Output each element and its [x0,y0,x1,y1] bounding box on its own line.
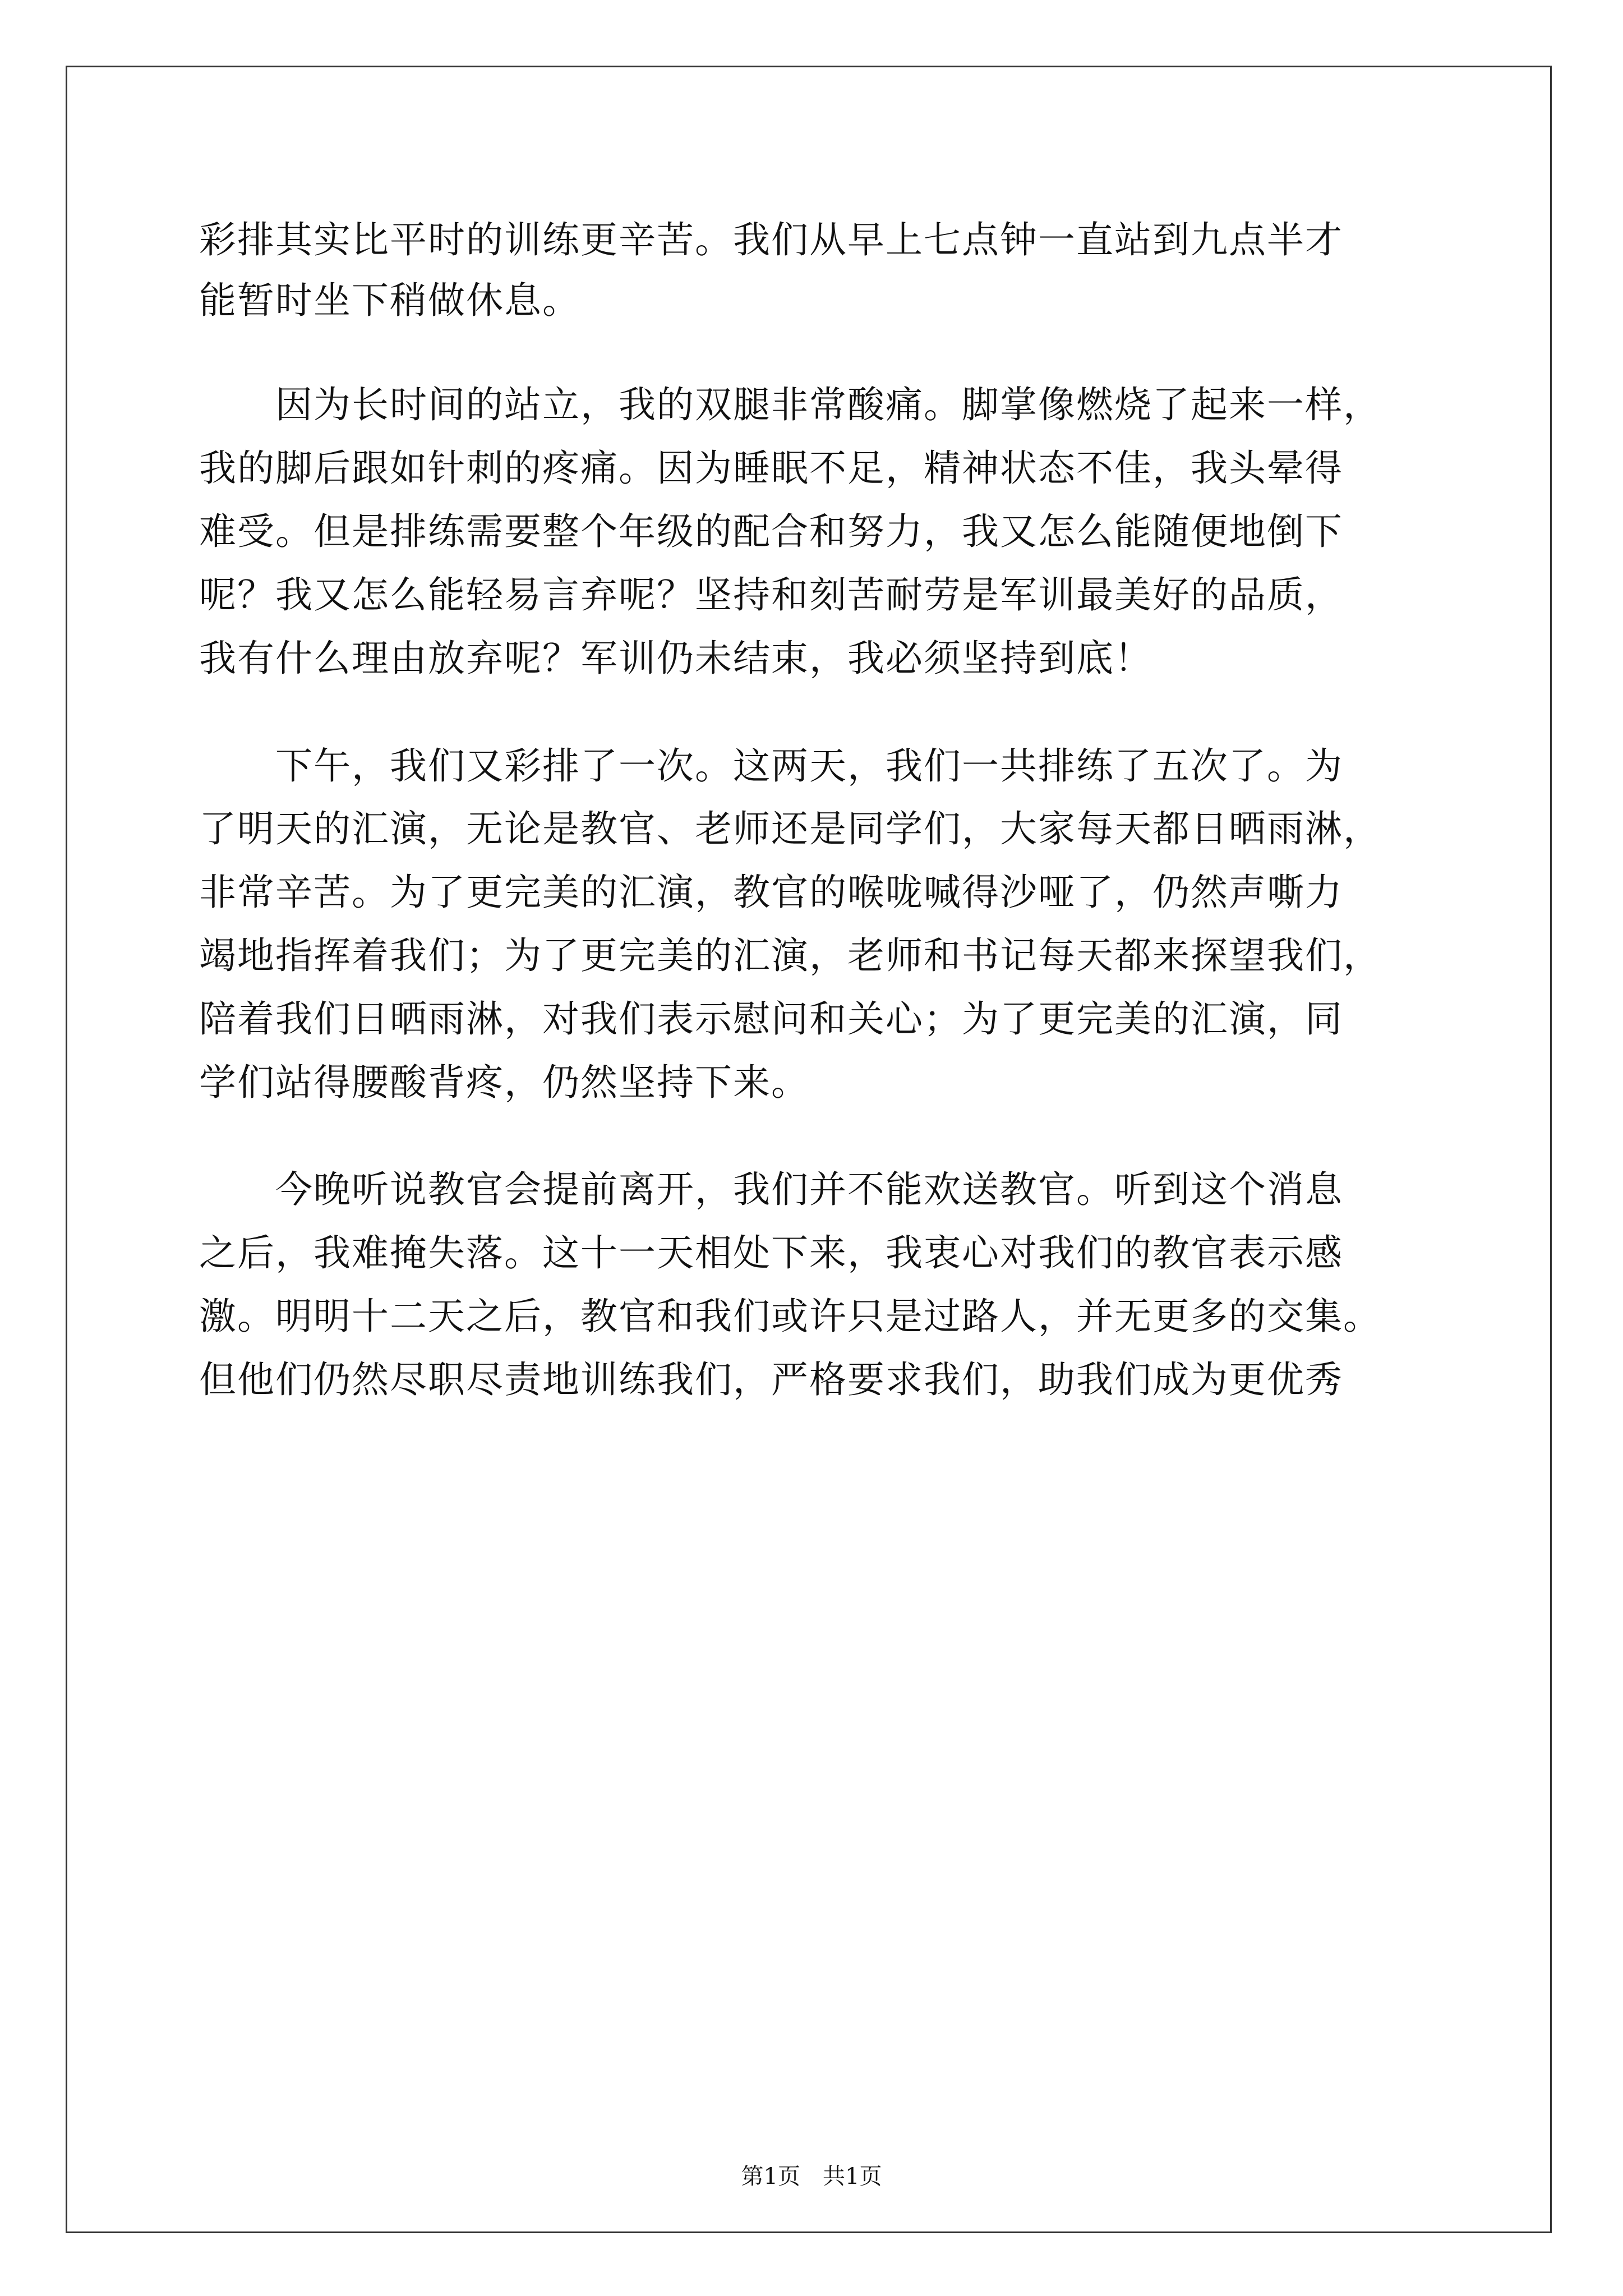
text-line: 之后，我难掩失落。这十一天相处下来，我衷心对我们的教官表示感 [199,1231,1343,1274]
text-line: 因为长时间的站立，我的双腿非常酸痛。脚掌像燃烧了起来一样， [199,383,1381,426]
text-line: 了明天的汇演，无论是教官、老师还是同学们，大家每天都日晒雨淋， [199,807,1381,850]
text-line: 竭地指挥着我们；为了更完美的汇演，老师和书记每天都来探望我们， [199,934,1381,977]
text-line: 下午，我们又彩排了一次。这两天，我们一共排练了五次了。为 [199,744,1343,788]
text-line: 彩排其实比平时的训练更辛苦。我们从早上七点钟一直站到九点半才 [199,218,1343,261]
text-line: 我有什么理由放弃呢？军训仍未结束，我必须坚持到底！ [199,637,1152,680]
text-line: 学们站得腰酸背疼，仍然坚持下来。 [199,1061,809,1104]
text-line: 呢？我又怎么能轻易言弃呢？坚持和刻苦耐劳是军训最美好的品质， [199,573,1343,616]
text-line: 今晚听说教官会提前离开，我们并不能欢送教官。听到这个消息 [199,1168,1343,1211]
text-line: 激。明明十二天之后，教官和我们或许只是过路人，并无更多的交集。 [199,1295,1381,1338]
text-line: 能暂时坐下稍做休息。 [199,279,580,322]
text-line: 我的脚后跟如针刺的疼痛。因为睡眠不足，精神状态不佳，我头晕得 [199,447,1343,490]
text-line: 难受。但是排练需要整个年级的配合和努力，我又怎么能随便地倒下 [199,510,1343,553]
text-line: 但他们仍然尽职尽责地训练我们，严格要求我们，助我们成为更优秀 [199,1358,1343,1401]
page-number-footer: 第1页 共1页 [741,2164,882,2189]
text-line: 非常辛苦。为了更完美的汇演，教官的喉咙喊得沙哑了，仍然声嘶力 [199,871,1343,914]
text-line: 陪着我们日晒雨淋，对我们表示慰问和关心；为了更完美的汇演，同 [199,997,1343,1041]
